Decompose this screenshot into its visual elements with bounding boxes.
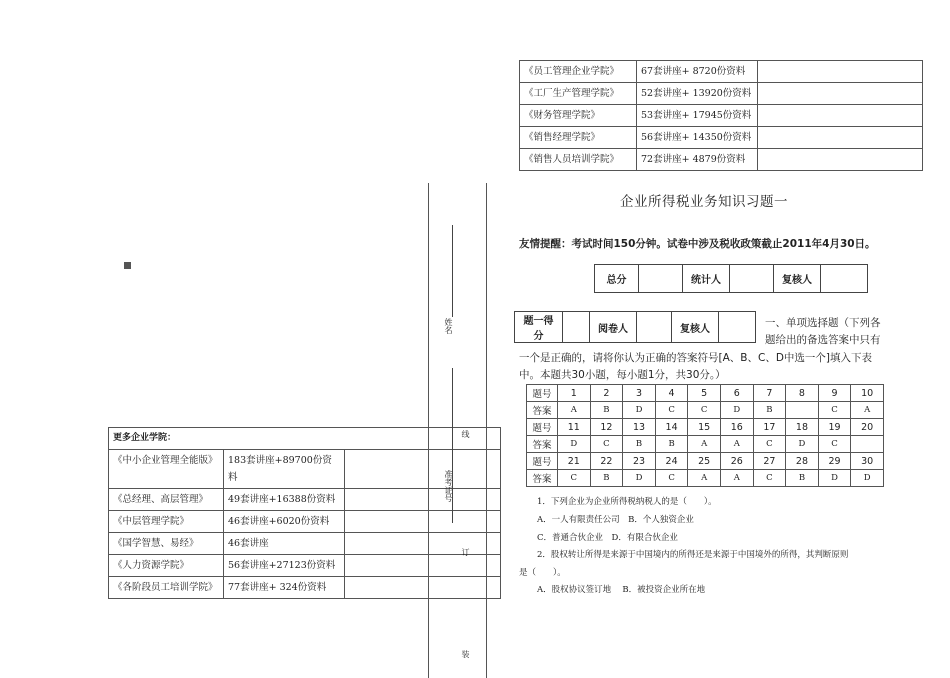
total-score-label: 总分 [595, 265, 639, 293]
answer-cell: A [688, 436, 721, 453]
question-number-cell: 2 [590, 385, 623, 402]
bullet-square-icon [124, 262, 131, 269]
score-summary-box [594, 264, 868, 293]
empty-cell [758, 83, 923, 105]
question-number-cell: 24 [655, 453, 688, 470]
answer-cell: D [558, 436, 591, 453]
question-1: 1．下列企业为企业所得税纳税人的是（ ）。 [537, 497, 717, 507]
answer-grid [526, 384, 884, 487]
section-score-box [514, 311, 756, 343]
question-number-cell: 5 [688, 385, 721, 402]
section-reviewer-cell [719, 312, 756, 343]
college-name: 《财务管理学院》 [520, 105, 637, 127]
total-score-cell [639, 265, 683, 293]
question-2-continued: 是（ ）。 [519, 568, 566, 578]
answer-cell: B [786, 470, 819, 487]
reviewer-label: 复核人 [774, 265, 821, 293]
answer-cell: D [720, 402, 753, 419]
answer-cell: C [688, 402, 721, 419]
top-resource-table [519, 60, 923, 171]
question-number-cell: 11 [558, 419, 591, 436]
question-number-cell: 19 [818, 419, 851, 436]
table-row [520, 105, 923, 127]
section-score-cell [563, 312, 590, 343]
college-name: 《销售人员培训学院》 [520, 149, 637, 171]
binding-strip [428, 183, 487, 678]
answer-grid-row [527, 453, 884, 470]
name-label: 姓名 [444, 318, 453, 334]
college-resources: 56套讲座+ 14350份资料 [637, 127, 758, 149]
question-number-cell: 22 [590, 453, 623, 470]
question-number-cell: 17 [753, 419, 786, 436]
question-number-cell: 30 [851, 453, 884, 470]
college-resources: 52套讲座+ 13920份资料 [637, 83, 758, 105]
answer-cell: C [818, 436, 851, 453]
question-number-cell: 29 [818, 453, 851, 470]
answer-cell: D [818, 470, 851, 487]
question-number-cell: 13 [623, 419, 656, 436]
grader-label: 阅卷人 [590, 312, 637, 343]
answer-cell: C [558, 470, 591, 487]
college-name: 《总经理、高层管理》 [109, 489, 224, 511]
question-2-options-ab: A．股权协议签订地 B．被投资企业所在地 [537, 585, 706, 595]
question-number-cell: 7 [753, 385, 786, 402]
college-name: 《销售经理学院》 [520, 127, 637, 149]
row-label: 题号 [527, 385, 558, 402]
question-number-cell: 28 [786, 453, 819, 470]
row-label: 答案 [527, 402, 558, 419]
answer-cell: C [753, 436, 786, 453]
college-resources: 183套讲座+89700份资料 [224, 450, 345, 489]
answer-grid-row [527, 402, 884, 419]
college-resources: 77套讲座+ 324份资料 [224, 577, 345, 599]
question-number-cell: 23 [623, 453, 656, 470]
name-blank-line [452, 225, 453, 317]
reviewer-cell [821, 265, 868, 293]
question-number-cell: 8 [786, 385, 819, 402]
empty-cell [758, 105, 923, 127]
answer-cell: D [623, 470, 656, 487]
question-number-cell: 9 [818, 385, 851, 402]
answer-grid-row [527, 436, 884, 453]
empty-cell [758, 149, 923, 171]
answer-cell: C [655, 470, 688, 487]
question-number-cell: 12 [590, 419, 623, 436]
stat-person-cell [730, 265, 774, 293]
college-resources: 53套讲座+ 17945份资料 [637, 105, 758, 127]
table-header: 更多企业学院： [109, 428, 501, 450]
answer-cell: D [623, 402, 656, 419]
stat-person-label: 统计人 [683, 265, 730, 293]
answer-cell: A [720, 436, 753, 453]
answer-cell [851, 436, 884, 453]
question-number-cell: 25 [688, 453, 721, 470]
question-number-cell: 26 [720, 453, 753, 470]
row-label: 答案 [527, 470, 558, 487]
answer-cell: C [753, 470, 786, 487]
page-title: 企业所得税业务知识习题一 [620, 194, 788, 210]
question-number-cell: 6 [720, 385, 753, 402]
college-name: 《中小企业管理全能版》 [109, 450, 224, 489]
question-number-cell: 21 [558, 453, 591, 470]
college-resources: 56套讲座+27123份资料 [224, 555, 345, 577]
answer-cell: B [590, 470, 623, 487]
seal-bind-mark: 订 [461, 548, 470, 556]
grader-cell [637, 312, 672, 343]
section-intro-line-4: 中。本题共30小题，每小题1分，共30分。） [519, 369, 726, 381]
college-name: 《各阶段员工培训学院》 [109, 577, 224, 599]
answer-cell: B [655, 436, 688, 453]
college-resources: 49套讲座+16388份资料 [224, 489, 345, 511]
answer-grid-row [527, 470, 884, 487]
question-number-cell: 1 [558, 385, 591, 402]
section-intro-line-1: 一、单项选择题（下列各 [765, 317, 881, 329]
table-row [520, 61, 923, 83]
question-1-options-cd: C．普通合伙企业 D．有限合伙企业 [537, 533, 678, 543]
college-name: 《人力资源学院》 [109, 555, 224, 577]
table-row [520, 149, 923, 171]
answer-cell [786, 402, 819, 419]
answer-cell: A [720, 470, 753, 487]
question-number-cell: 18 [786, 419, 819, 436]
answer-cell: D [786, 436, 819, 453]
question-2: 2．股权转让所得是来源于中国境内的所得还是来源于中国境外的所得，其判断原则 [537, 550, 849, 560]
table-row [520, 127, 923, 149]
college-resources: 46套讲座+6020份资料 [224, 511, 345, 533]
section-reviewer-label: 复核人 [672, 312, 719, 343]
exam-id-label: 准考证号 [444, 470, 453, 502]
question-1-options-ab: A．一人有限责任公司 B．个人独资企业 [537, 515, 694, 525]
seal-line-mark: 线 [461, 430, 470, 438]
section-score-label: 题一得分 [515, 312, 563, 343]
answer-cell: B [753, 402, 786, 419]
exam-reminder: 友情提醒：考试时间150分钟。试卷中涉及税收政策截止2011年4月30日。 [519, 238, 876, 250]
empty-cell [758, 127, 923, 149]
college-resources: 46套讲座 [224, 533, 345, 555]
seal-install-mark: 装 [461, 650, 470, 658]
question-number-cell: 27 [753, 453, 786, 470]
answer-cell: A [688, 470, 721, 487]
answer-cell: C [590, 436, 623, 453]
college-resources: 72套讲座+ 4879份资料 [637, 149, 758, 171]
answer-grid-row [527, 385, 884, 402]
answer-cell: A [851, 402, 884, 419]
answer-cell: A [558, 402, 591, 419]
answer-cell: C [655, 402, 688, 419]
row-label: 答案 [527, 436, 558, 453]
answer-cell: D [851, 470, 884, 487]
row-label: 题号 [527, 419, 558, 436]
question-number-cell: 15 [688, 419, 721, 436]
empty-cell [758, 61, 923, 83]
answer-cell: B [623, 436, 656, 453]
answer-cell: B [590, 402, 623, 419]
section-intro-line-3: 一个是正确的，请将你认为正确的答案符号[A、B、C、D中选一个]填入下表 [519, 352, 872, 364]
college-resources: 67套讲座+ 8720份资料 [637, 61, 758, 83]
answer-grid-row [527, 419, 884, 436]
question-number-cell: 10 [851, 385, 884, 402]
college-name: 《国学智慧、易经》 [109, 533, 224, 555]
answer-cell: C [818, 402, 851, 419]
college-name: 《员工管理企业学院》 [520, 61, 637, 83]
college-name: 《中层管理学院》 [109, 511, 224, 533]
question-number-cell: 20 [851, 419, 884, 436]
question-number-cell: 4 [655, 385, 688, 402]
table-row [520, 83, 923, 105]
row-label: 题号 [527, 453, 558, 470]
college-name: 《工厂生产管理学院》 [520, 83, 637, 105]
question-number-cell: 14 [655, 419, 688, 436]
question-number-cell: 16 [720, 419, 753, 436]
question-number-cell: 3 [623, 385, 656, 402]
section-intro-line-2: 题给出的备选答案中只有 [765, 334, 881, 346]
